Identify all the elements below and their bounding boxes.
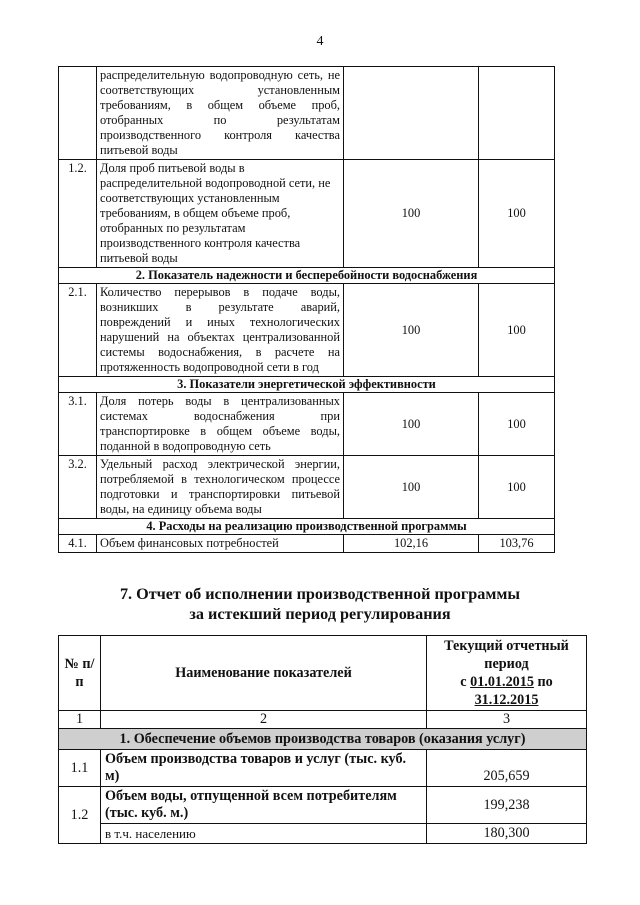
plan-value: 100 bbox=[344, 393, 479, 456]
period-mid: по bbox=[537, 674, 553, 690]
indicator-description: Доля проб питьевой воды в распределительной водопроводной сети, не соответствующих установленным требованиям, в общем объеме проб, отобранных по результатам производственного контроля качества питьевой воды bbox=[97, 160, 344, 268]
indicator-name: в т.ч. населению bbox=[101, 824, 427, 844]
section-row bbox=[59, 268, 555, 284]
header-row bbox=[59, 636, 587, 711]
period-label: Текущий отчетный период bbox=[444, 638, 569, 672]
header-num: № п/п bbox=[59, 636, 101, 711]
indicator-value: 180,300 bbox=[427, 824, 587, 844]
row-number: 1.1 bbox=[59, 750, 101, 787]
table-row bbox=[59, 824, 587, 844]
section-row bbox=[59, 519, 555, 535]
table-row bbox=[59, 456, 555, 519]
row-number: 1.2 bbox=[59, 787, 101, 844]
period-prefix: с bbox=[460, 674, 467, 690]
table-row bbox=[59, 535, 555, 553]
table-row bbox=[59, 284, 555, 377]
section-row bbox=[59, 377, 555, 393]
column-number: 3 bbox=[427, 711, 587, 729]
indicator-value: 199,238 bbox=[427, 787, 587, 824]
plan-value bbox=[344, 67, 479, 160]
indicator-description: Количество перерывов в подаче воды, возникших в результате аварий, повреждений и иных технологических нарушений на объектах централизованной системы водоснабжения, в расчете на протяженность водопроводной сети в год bbox=[97, 284, 344, 377]
period-range bbox=[431, 673, 582, 691]
table-row bbox=[59, 787, 587, 824]
row-number: 3.1. bbox=[59, 393, 97, 456]
table-row bbox=[59, 750, 587, 787]
plan-value: 100 bbox=[344, 284, 479, 377]
period-to: 31.12.2015 bbox=[474, 692, 539, 708]
period-from: 01.01.2015 bbox=[470, 674, 534, 690]
indicator-description: Удельный расход электрической энергии, потребляемой в технологическом процессе подготовки и транспортировки питьевой воды, на единицу объема воды bbox=[97, 456, 344, 519]
report-table bbox=[58, 635, 587, 844]
indicator-description: распределительную водопроводную сеть, не соответствующих установленным требованиям, в общем объеме проб, отобранных по результатам производственного контроля качества питьевой воды bbox=[97, 67, 344, 160]
plan-value: 102,16 bbox=[344, 535, 479, 553]
section-title: 1. Обеспечение объемов производства товаров (оказания услуг) bbox=[59, 729, 587, 750]
indicators-table bbox=[58, 66, 555, 553]
column-number-row bbox=[59, 711, 587, 729]
column-number: 1 bbox=[59, 711, 101, 729]
page-number: 4 bbox=[316, 34, 324, 49]
table-row bbox=[59, 393, 555, 456]
row-number bbox=[59, 67, 97, 160]
table-row bbox=[59, 67, 555, 160]
table-row bbox=[59, 160, 555, 268]
row-number: 2.1. bbox=[59, 284, 97, 377]
indicator-description: Доля потерь воды в централизованных системах водоснабжения при транспортировке в общем объеме воды, поданной в водопроводную сеть bbox=[97, 393, 344, 456]
row-number: 3.2. bbox=[59, 456, 97, 519]
heading-line-2: за истекший период регулирования bbox=[189, 605, 451, 623]
fact-value: 103,76 bbox=[479, 535, 555, 553]
fact-value: 100 bbox=[479, 393, 555, 456]
plan-value: 100 bbox=[344, 160, 479, 268]
heading-line-1: 7. Отчет об исполнении производственной программы bbox=[119, 585, 521, 603]
indicator-name: Объем воды, отпущенной всем потребителям (тыс. куб. м.) bbox=[101, 787, 427, 824]
column-number: 2 bbox=[101, 711, 427, 729]
header-period bbox=[427, 636, 587, 711]
section-title: 3. Показатели энергетической эффективности bbox=[59, 377, 555, 393]
row-number: 4.1. bbox=[59, 535, 97, 553]
row-number: 1.2. bbox=[59, 160, 97, 268]
section-title: 4. Расходы на реализацию производственной программы bbox=[59, 519, 555, 535]
indicator-description: Объем финансовых потребностей bbox=[97, 535, 344, 553]
fact-value bbox=[479, 67, 555, 160]
fact-value: 100 bbox=[479, 160, 555, 268]
report-heading bbox=[0, 584, 640, 624]
section-title: 2. Показатель надежности и бесперебойности водоснабжения bbox=[59, 268, 555, 284]
indicator-name: Объем производства товаров и услуг (тыс. куб. м) bbox=[101, 750, 427, 787]
section-row bbox=[59, 729, 587, 750]
fact-value: 100 bbox=[479, 456, 555, 519]
header-name: Наименование показателей bbox=[101, 636, 427, 711]
fact-value: 100 bbox=[479, 284, 555, 377]
indicator-value: 205,659 bbox=[427, 750, 587, 787]
plan-value: 100 bbox=[344, 456, 479, 519]
